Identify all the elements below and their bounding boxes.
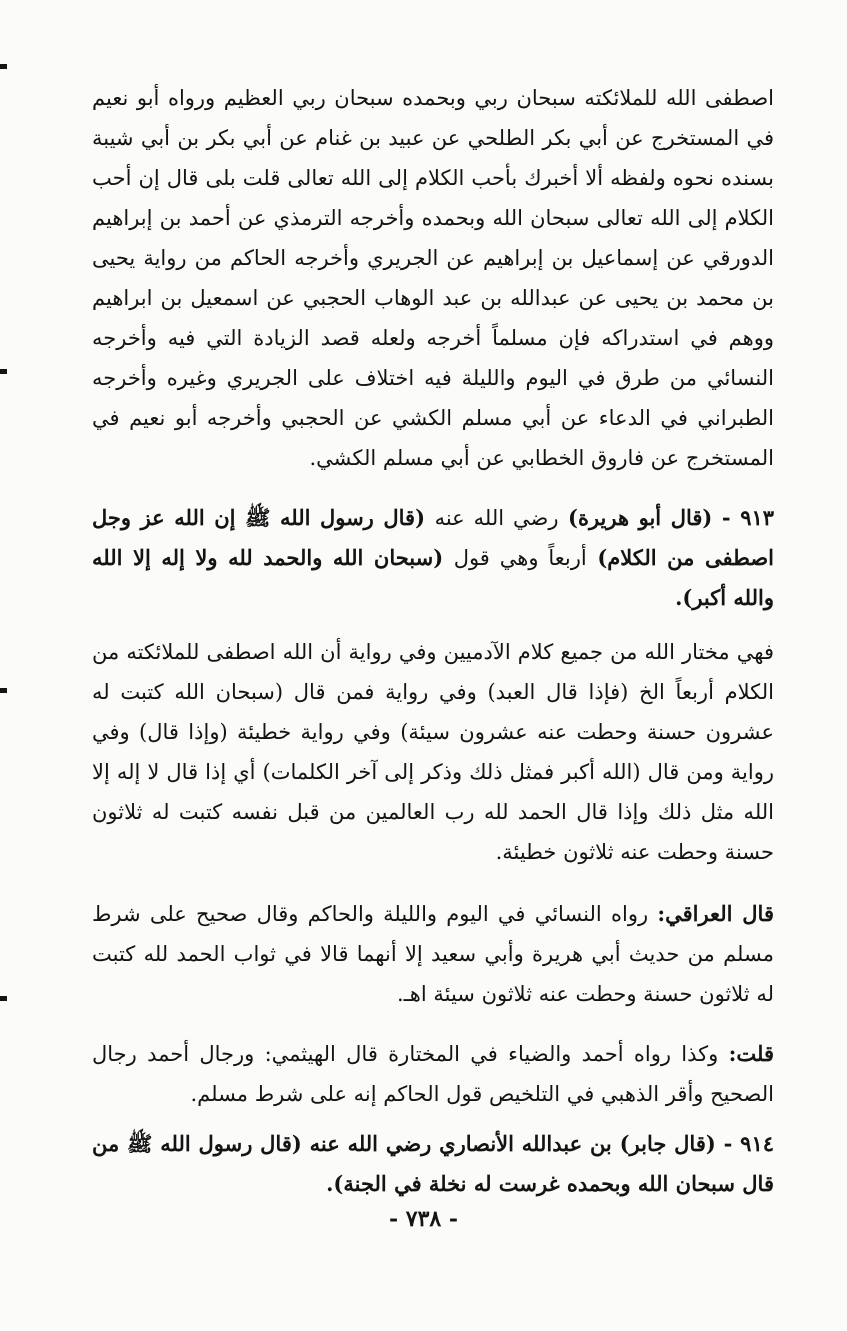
hadith-914 (92, 1124, 774, 1204)
scan-mark (0, 688, 7, 693)
scan-mark (0, 369, 7, 374)
paragraph-lead: قال العراقي: (657, 901, 774, 926)
hadith-text-part: (قال أبو هريرة) (568, 505, 713, 530)
paragraph-qultu (92, 1034, 774, 1114)
paragraph-commentary-1: اصطفى الله للملائكته سبحان ربي وبحمده سبحان ربي العظيم ورواه أبو نعيم في المستخرج عن أبي بكر الطلحي عن عبيد بن غنام عن أبي بكر بن أبي شيبة بسنده نحوه ولفظه ألا أخبرك بأحب الكلام إلى الله تعالى قلت بلى قال إن أحب الكلام إلى الله تعالى سبحان الله وبحمده وأخرجه الترمذي عن أحمد بن إبراهيم الدورقي عن إسماعيل بن إبراهيم عن الجريري وأخرجه الحاكم من رواية يحيى بن محمد بن يحيى عن عبدالله بن عبد الوهاب الحجبي عن اسمعيل بن ابراهيم ووهم في استدراكه فإن مسلماً أخرجه ولعله قصد الزيادة التي فيه وأخرجه النسائي من طرق في اليوم والليلة فيه اختلاف على الجريري وغيره وأخرجه الطبراني في الدعاء عن أبي مسلم الكشي عن الحجبي وأخرجه أبو نعيم في المستخرج عن فاروق الخطابي عن أبي مسلم الكشي. (92, 86, 774, 470)
page-number: - ٧٣٨ - (388, 1206, 459, 1232)
hadith-text-part: رضي الله عنه (434, 506, 559, 530)
paragraph-body: وكذا رواه أحمد والضياء في المختارة قال الهيثمي: ورجال أحمد رجال الصحيح وأقر الذهبي في التلخيص قول الحاكم إنه على شرط مسلم. (92, 1042, 774, 1106)
hadith-text-part: أربعاً وهي قول (453, 546, 587, 570)
paragraph-commentary-2: فهي مختار الله من جميع كلام الآدميين وفي رواية أن الله اصطفى للملائكته من الكلام أربعاً الخ (فإذا قال العبد) وفي رواية فمن قال (سبحان الله كتبت له عشرون حسنة وحطت عنه عشرون سيئة) وفي رواية خطيئة (وإذا قال) وفي رواية ومن قال (الله أكبر فمثل ذلك وذكر إلى آخر الكلمات) أي إذا قال لا إله إلا الله مثل ذلك وإذا قال الحمد لله رب العالمين من قبل نفسه كتبت له ثلاثون حسنة وحطت عنه ثلاثون خطيئة. (92, 640, 774, 864)
paragraph-lead: قلت: (728, 1041, 774, 1066)
hadith-913 (92, 498, 774, 618)
scan-mark (0, 996, 7, 1001)
hadith-text-part: (سبحان الله والحمد لله ولا إله إلا الله والله أكبر). (92, 545, 774, 610)
paragraph-body: رواه النسائي في اليوم والليلة والحاكم وقال صحيح على شرط مسلم من حديث أبي هريرة وأبي سعيد إلا أنهما قالا في ثواب الحمد لله كتبت له ثلاثون حسنة وحطت عنه ثلاثون سيئة اهـ. (92, 902, 774, 1006)
hadith-number: ٩١٤ - (723, 1131, 775, 1156)
hadith-number: ٩١٣ - (721, 505, 775, 530)
text-column (92, 78, 774, 1204)
scan-mark (0, 64, 7, 69)
hadith-text-part: (قال رسول الله ﷺ إن الله عز وجل اصطفى من الكلام) (92, 505, 774, 570)
hadith-text: (قال جابر) بن عبدالله الأنصاري رضي الله عنه (قال رسول الله ﷺ من قال سبحان الله وبحمده غرست له نخلة في الجنة). (92, 1131, 774, 1196)
paragraph-iraqi (92, 894, 774, 1014)
